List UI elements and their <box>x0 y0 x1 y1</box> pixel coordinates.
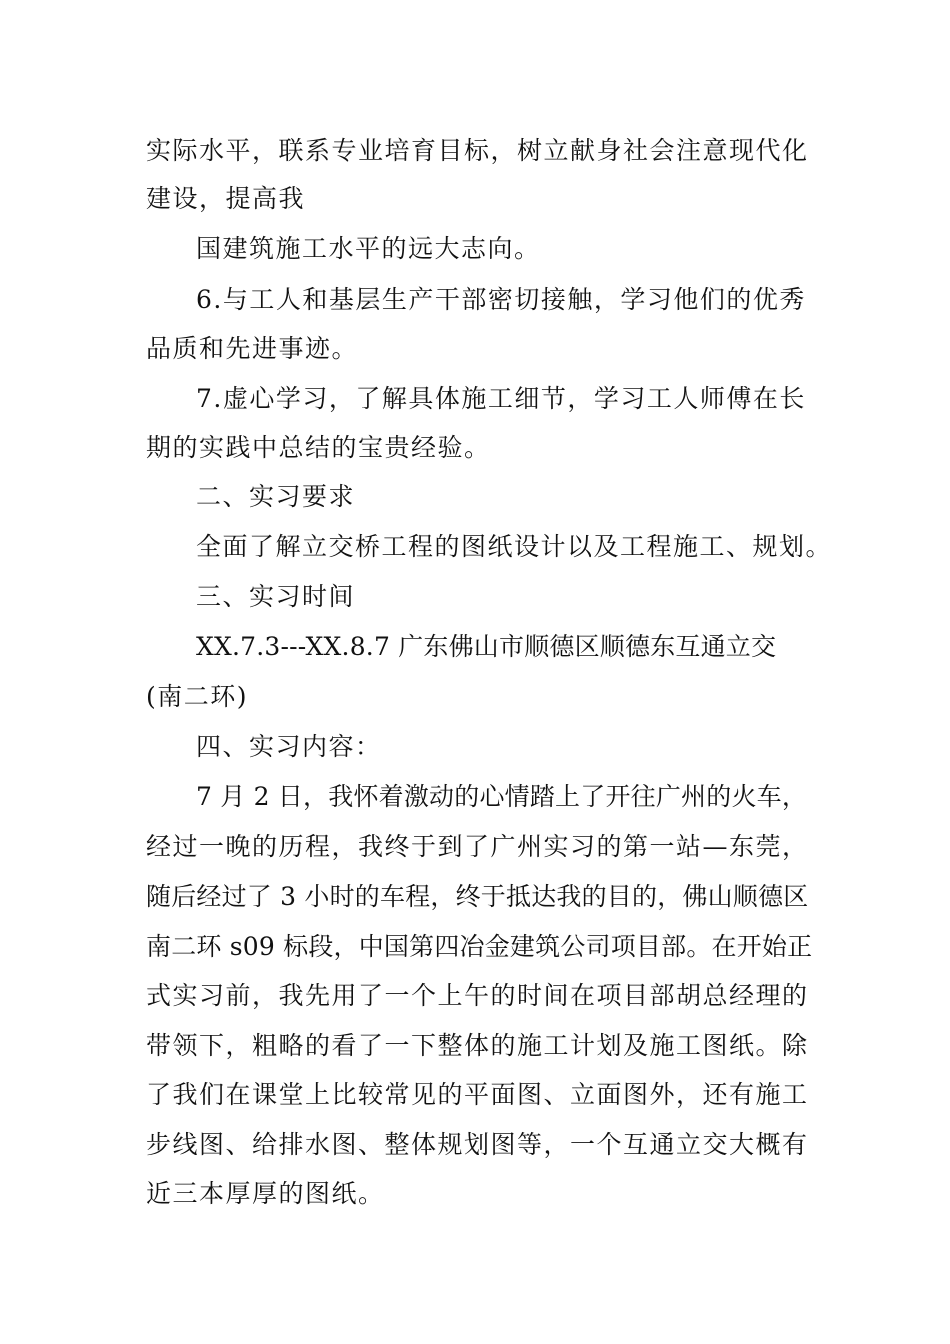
text-line: 实际水平，联系专业培育目标，树立献身社会注意现代化 <box>146 136 809 165</box>
text-line: 7.虚心学习，了解具体施工细节，学习工人师傅在长 <box>196 384 806 413</box>
section-heading: 三、实习时间 <box>196 582 356 611</box>
text-line: 南二环 s09 标段，中国第四冶金建筑公司项目部。在开始正 <box>146 932 813 961</box>
text-line: 随后经过了 3 小时的车程，终于抵达我的目的，佛山顺德区 <box>146 882 809 911</box>
text-line: 期的实践中总结的宝贵经验。 <box>146 433 491 462</box>
text-line: 带领下，粗略的看了一下整体的施工计划及施工图纸。除 <box>146 1031 809 1060</box>
text-line: 国建筑施工水平的远大志向。 <box>196 234 541 263</box>
text-line: (南二环) <box>146 682 249 711</box>
text-line: 了我们在课堂上比较常见的平面图、立面图外，还有施工 <box>146 1080 809 1109</box>
section-heading: 四、实习内容： <box>196 732 382 761</box>
text-line: 式实习前，我先用了一个上午的时间在项目部胡总经理的 <box>146 981 809 1010</box>
text-line: 建设，提高我 <box>146 184 306 213</box>
text-line: 全面了解立交桥工程的图纸设计以及工程施工、规划。 <box>196 532 833 561</box>
text-line: 6.与工人和基层生产干部密切接触，学习他们的优秀 <box>196 285 806 314</box>
text-line: 品质和先进事迹。 <box>146 334 359 363</box>
text-line: 7 月 2 日，我怀着激动的心情踏上了开往广州的火车， <box>196 782 808 811</box>
text-line: 步线图、给排水图、整体规划图等，一个互通立交大概有 <box>146 1130 809 1159</box>
text-line: 近三本厚厚的图纸。 <box>146 1179 385 1208</box>
text-line: 经过一晚的历程，我终于到了广州实习的第一站—东莞， <box>146 832 809 861</box>
section-heading: 二、实习要求 <box>196 482 356 511</box>
text-line: XX.7.3---XX.8.7 广东佛山市顺德区顺德东互通立交 <box>196 632 777 661</box>
